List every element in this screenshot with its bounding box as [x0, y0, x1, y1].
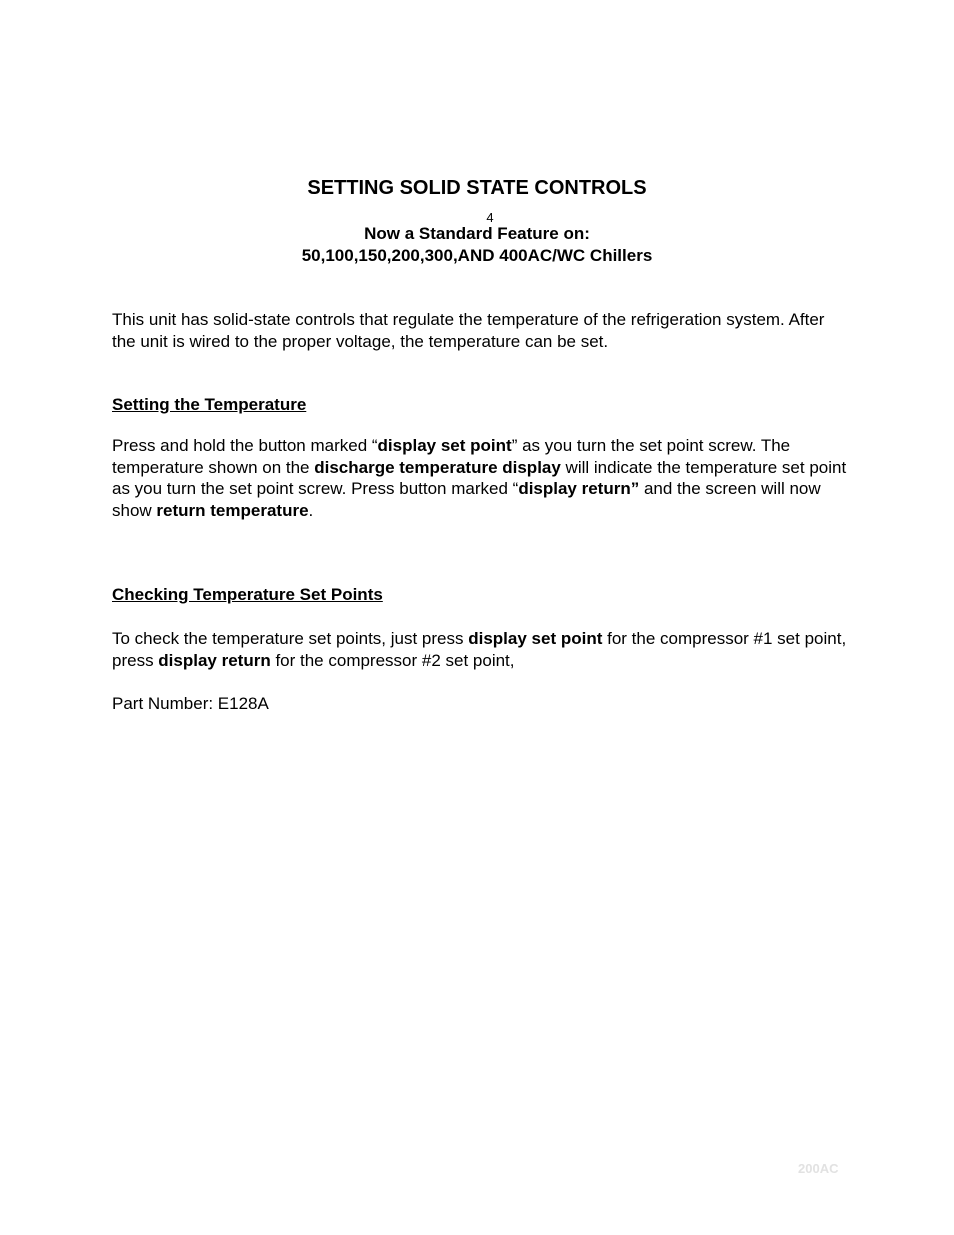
intro-paragraph: This unit has solid-state controls that regulate the temperature of the refrigeration system. After the unit is wired to the proper voltage, the temperature can be set. — [112, 310, 825, 351]
subtitle-line-1: Now a Standard Feature on: — [364, 224, 590, 243]
bold-term-display-set-point: display set point — [468, 629, 603, 648]
bold-term-display-return: display return — [158, 650, 271, 670]
section-heading-checking-set-points: Checking Temperature Set Points — [112, 585, 383, 604]
text-run: and the screen will now show — [112, 479, 821, 520]
text-run: . — [308, 500, 314, 520]
part-number: Part Number: E128A — [112, 694, 269, 713]
page-number: 4 — [486, 210, 494, 225]
setting-temperature-paragraph — [112, 435, 852, 521]
text-run: for the compressor #1 set point, press — [112, 629, 847, 670]
bold-term-display-return: display return” — [518, 479, 640, 498]
text-run: ” as you turn the set point screw. The temperature shown on the — [112, 436, 791, 477]
subtitle-line-2: 50,100,150,200,300,AND 400AC/WC Chillers — [301, 246, 653, 265]
bold-term-display-set-point: display set point — [377, 436, 512, 455]
bold-term-discharge-temperature-display: discharge temperature display — [314, 457, 561, 477]
footer-model-tag: 200AC — [798, 1161, 839, 1176]
section-heading-setting-temperature: Setting the Temperature — [112, 395, 307, 414]
bold-term-return-temperature: return temperature — [156, 500, 309, 520]
text-run: To check the temperature set points, just press — [112, 629, 469, 648]
text-run: for the compressor #2 set point, — [270, 650, 515, 670]
text-run: will indicate the temperature set point as you turn the set point screw. Press button marked “ — [112, 457, 847, 498]
text-run: Press and hold the button marked “ — [112, 436, 378, 455]
checking-set-points-paragraph — [112, 628, 852, 671]
document-title: SETTING SOLID STATE CONTROLS — [307, 177, 647, 199]
